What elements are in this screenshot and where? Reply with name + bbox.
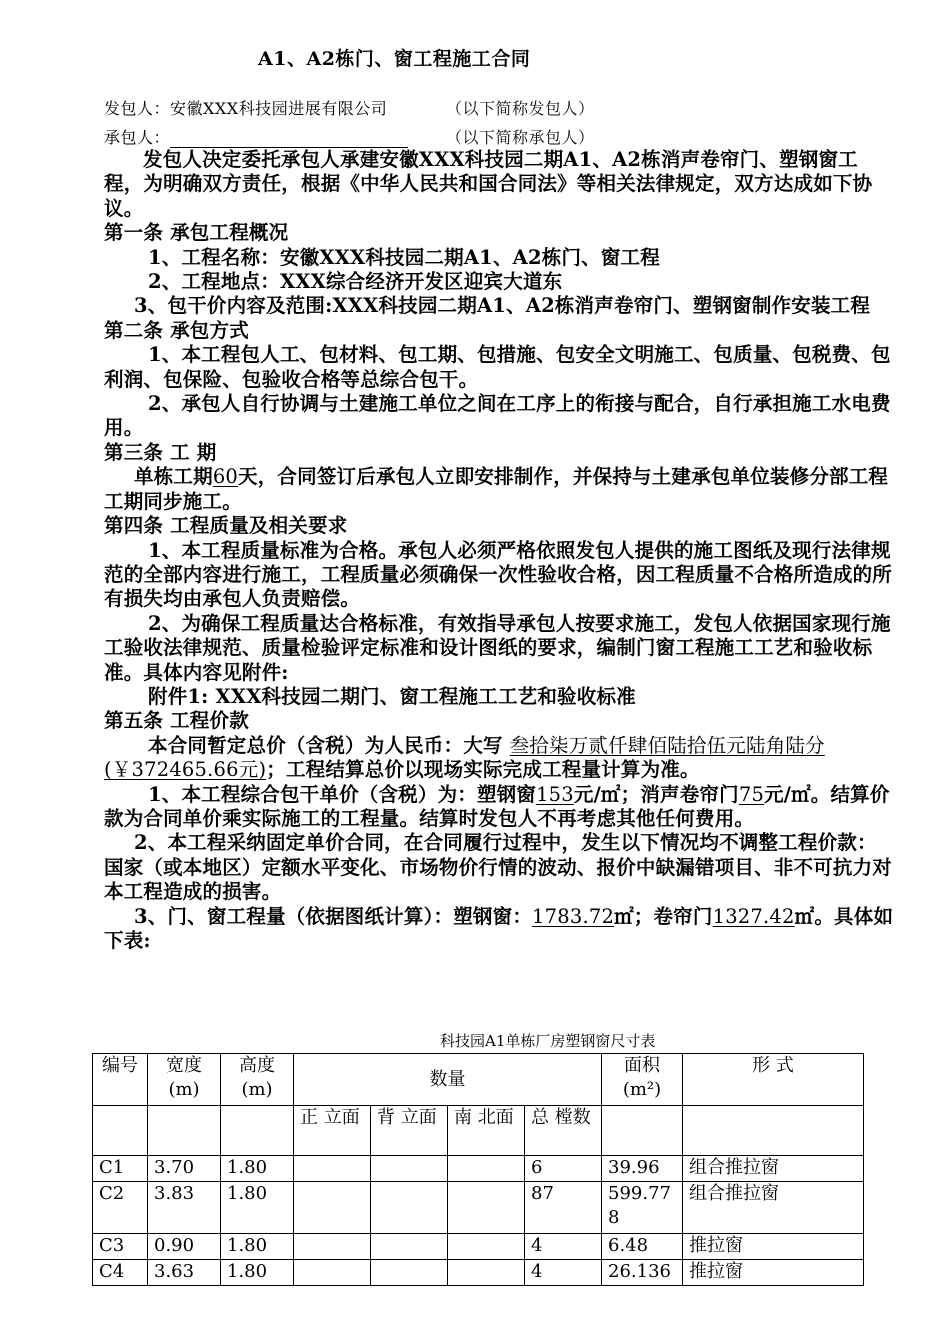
unit-price-post: 元/㎡。结算价款为合同单价乘实际施工的工程量。结算时发包人不再考虑其他任何费用。 — [104, 782, 890, 830]
total-amount-words: 叁拾柒万贰仟肆佰陆拾伍元陆角陆分(￥372465.66元) — [104, 733, 825, 782]
article-3-text — [104, 465, 894, 514]
cell-width: 3.63 — [148, 1260, 221, 1286]
unit-price-mid: 元/㎡；消声卷帘门 — [573, 782, 739, 806]
article-1-item-3: 3、包干价内容及范围:XXX科技园二期A1、A2栋消声卷帘门、塑钢窗制作安装工程 — [134, 294, 871, 318]
article-2-heading: 第二条 承包方式 — [104, 318, 249, 342]
quantity-mid: ㎡；卷帘门 — [614, 904, 713, 928]
cell-width: 3.83 — [148, 1182, 221, 1234]
sub-empty-1 — [93, 1106, 148, 1156]
employer-label: 发包人： — [104, 99, 171, 118]
cell-area: 39.96 — [602, 1156, 683, 1182]
sub-ns: 南 北面 — [448, 1106, 525, 1156]
contractor-line — [104, 125, 595, 148]
cell-front — [294, 1182, 371, 1234]
cell-form: 组合推拉窗 — [683, 1182, 864, 1234]
cell-height: 1.80 — [221, 1234, 294, 1260]
sub-total: 总 樘数 — [525, 1106, 602, 1156]
cell-ns — [448, 1234, 525, 1260]
header-area: 面积(m²) — [602, 1054, 683, 1106]
table-row — [93, 1156, 864, 1182]
header-width: 宽度(m) — [148, 1054, 221, 1106]
table-caption: 科技园A1单栋厂房塑钢窗尺寸表 — [440, 1032, 656, 1050]
contractor-note: （以下简称承包人） — [446, 128, 595, 147]
cell-total: 87 — [525, 1182, 602, 1234]
qty-door: 1327.42 — [712, 904, 795, 928]
sub-empty-4 — [602, 1106, 683, 1156]
cell-back — [371, 1260, 448, 1286]
cell-area: 599.778 — [602, 1182, 683, 1234]
cell-width: 3.70 — [148, 1156, 221, 1182]
article-4-item-1: 1、本工程质量标准为合格。承包人必须严格依照发包人提供的施工图纸及现行法律规范的全部内容进行施工，工程质量必须确保一次性验收合格，因工程质量不合格所造成的所有损失均由承包人负责赔偿。 — [104, 538, 893, 611]
contractor-label: 承包人： — [104, 128, 171, 147]
window-size-table — [92, 1053, 864, 1286]
qty-window: 1783.72 — [532, 904, 615, 928]
contract-body — [104, 148, 894, 953]
cell-no: C2 — [93, 1182, 148, 1234]
duration-post: 天，合同签订后承包人立即安排制作，并保持与土建承包单位装修分部工程工期同步施工。 — [104, 465, 889, 513]
cell-form: 推拉窗 — [683, 1260, 864, 1286]
header-height: 高度(m) — [221, 1054, 294, 1106]
sub-empty-3 — [221, 1106, 294, 1156]
cell-front — [294, 1260, 371, 1286]
article-1-item-1: 1、工程名称：安徽XXX科技园二期A1、A2栋门、窗工程 — [148, 245, 660, 269]
cell-total: 4 — [525, 1260, 602, 1286]
header-quantity: 数量 — [294, 1054, 602, 1106]
cell-no: C3 — [93, 1234, 148, 1260]
table-row — [93, 1182, 864, 1234]
cell-area: 6.48 — [602, 1234, 683, 1260]
cell-front — [294, 1156, 371, 1182]
cell-no: C1 — [93, 1156, 148, 1182]
article-5-heading: 第五条 工程价款 — [104, 709, 249, 733]
article-4-attachment: 附件1: XXX科技园二期门、窗工程施工工艺和验收标准 — [148, 684, 636, 708]
total-post: ；工程结算总价以现场实际完成工程量计算为准。 — [266, 758, 700, 782]
employer-line — [104, 96, 595, 119]
cell-back — [371, 1234, 448, 1260]
cell-total: 4 — [525, 1234, 602, 1260]
article-1-item-2: 2、工程地点：XXX综合经济开发区迎宾大道东 — [148, 270, 563, 294]
article-1-heading: 第一条 承包工程概况 — [104, 221, 289, 245]
cell-form: 组合推拉窗 — [683, 1156, 864, 1182]
employer-name: 安徽XXX科技园进展有限公司 — [170, 99, 388, 118]
cell-area: 26.136 — [602, 1260, 683, 1286]
intro-paragraph: 发包人决定委托承包人承建安徽XXX科技园二期A1、A2栋消声卷帘门、塑钢窗工程，为明确双方责任，根据《中华人民共和国合同法》等相关法律规定，双方达成如下协议。 — [104, 148, 873, 220]
header-no: 编号 — [93, 1054, 148, 1106]
price-window: 153 — [536, 782, 574, 806]
cell-back — [371, 1156, 448, 1182]
table-row — [93, 1260, 864, 1286]
article-4-item-2: 2、为确保工程质量达合格标准，有效指导承包人按要求施工，发包人依据国家现行施工验收法律规范、质量检验评定标准和设计图纸的要求，编制门窗工程施工工艺和验收标准。具体内容见附件: — [104, 611, 891, 684]
total-pre: 本合同暂定总价（含税）为人民币：大写 — [148, 733, 510, 757]
article-2-item-1: 1、本工程包人工、包材料、包工期、包措施、包安全文明施工、包质量、包税费、包利润、包保险、包验收合格等总综合包干。 — [104, 343, 891, 391]
header-form: 形 式 — [683, 1054, 864, 1106]
cell-width: 0.90 — [148, 1234, 221, 1260]
sub-empty-5 — [683, 1106, 864, 1156]
cell-ns — [448, 1156, 525, 1182]
cell-form: 推拉窗 — [683, 1234, 864, 1260]
article-5-item-2: 2、本工程采纳固定单价合同，在合同履行过程中，发生以下情况均不调整工程价款：国家（或本地区）定额水平变化、市场物价行情的波动、报价中缺漏错项目、非不可抗力对本工程造成的损害。 — [104, 831, 893, 904]
quantity-pre: 3、门、窗工程量（依据图纸计算）：塑钢窗： — [134, 904, 533, 928]
cell-front — [294, 1234, 371, 1260]
article-2-item-2: 2、承包人自行协调与土建施工单位之间在工序上的衔接与配合，自行承担施工水电费用。 — [104, 392, 891, 440]
cell-no: C4 — [93, 1260, 148, 1286]
article-3-heading: 第三条 工 期 — [104, 440, 217, 464]
quantity-post: ㎡。具体如下表: — [104, 904, 894, 952]
table-row — [93, 1234, 864, 1260]
price-door: 75 — [738, 782, 765, 806]
sub-back: 背 立面 — [371, 1106, 448, 1156]
cell-height: 1.80 — [221, 1260, 294, 1286]
duration-days: 60 — [212, 465, 239, 489]
cell-height: 1.80 — [221, 1182, 294, 1234]
cell-total: 6 — [525, 1156, 602, 1182]
duration-pre: 单栋工期 — [134, 465, 213, 489]
sub-front: 正 立面 — [294, 1106, 371, 1156]
cell-ns — [448, 1260, 525, 1286]
unit-price-pre: 1、本工程综合包干单价（含税）为：塑钢窗 — [148, 782, 537, 806]
article-5-item-1 — [104, 783, 894, 832]
article-5-total — [104, 734, 894, 783]
contractor-name-blank — [170, 131, 408, 148]
sub-empty-2 — [148, 1106, 221, 1156]
employer-note: （以下简称发包人） — [446, 99, 595, 118]
article-4-heading: 第四条 工程质量及相关要求 — [104, 514, 348, 538]
cell-height: 1.80 — [221, 1156, 294, 1182]
article-5-item-3 — [104, 905, 894, 954]
cell-ns — [448, 1182, 525, 1234]
document-title: A1、A2栋门、窗工程施工合同 — [258, 48, 531, 70]
cell-back — [371, 1182, 448, 1234]
